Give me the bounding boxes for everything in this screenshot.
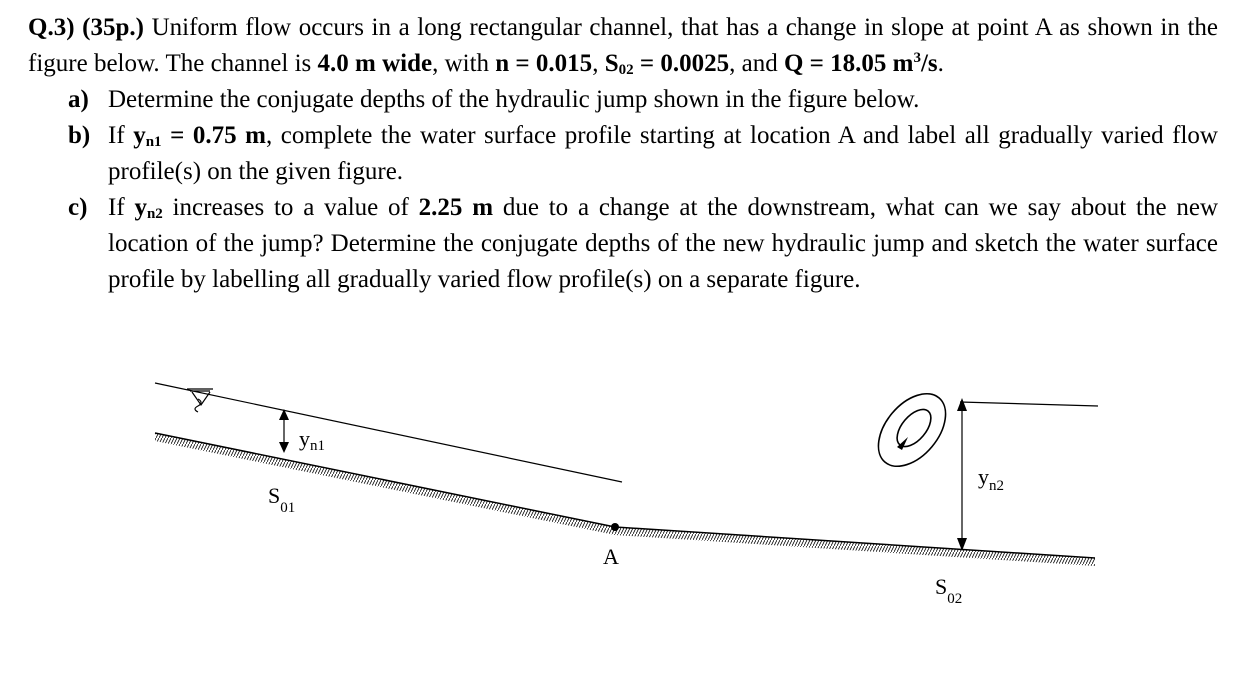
part-c-text-2: increases to a value of — [162, 194, 419, 221]
yn2-arrow — [957, 398, 967, 551]
discharge-q: Q = 18.05 $m^3/s$ — [783, 50, 938, 77]
part-a-label: a) — [68, 86, 89, 113]
part-c-yn2: $y_{n2}$ — [134, 194, 163, 222]
question-number: Q.3) — [28, 14, 75, 41]
channel-width: 4.0 m wide — [317, 50, 433, 77]
intro-text-2: , with — [432, 50, 496, 77]
part-b-yn1: $y_{n1} = 0.75$ m — [133, 122, 266, 150]
slope-s02: $S_{02} = 0.0025$ — [604, 50, 730, 78]
point-a-marker — [611, 523, 619, 531]
point-a-label: A — [603, 544, 619, 569]
part-c-text-1: If — [108, 194, 135, 221]
intro-text-1: Uniform flow occurs in a long rectangular channel, that has a change in slope at point A as shown in the figure below. The channel is — [28, 14, 1218, 77]
part-b-text-1: If — [108, 122, 134, 149]
upstream-water-surface — [155, 383, 622, 482]
part-c-label: c) — [68, 194, 88, 221]
downstream-water-surface — [960, 402, 1098, 406]
intro-text-4: , and — [729, 50, 784, 77]
yn1-arrow — [279, 409, 289, 453]
part-b-text-2: , complete the water surface profile starting at location A and label all gradually varied flow profile(s) on the given figure. — [108, 122, 1218, 185]
channel-bed — [155, 433, 1095, 558]
intro-text-3: , — [592, 50, 605, 77]
part-c-value: 2.25 m — [418, 194, 494, 221]
yn1-label: yn1 — [299, 426, 325, 454]
part-c-text-3: due to a change at the downstream, what can we say about the new location of the jump? Determine the conjugate depths of the new hydraulic jump and sketch the water surface profile by labelling all gradually varied flow profile(s) on a separate figure. — [108, 194, 1219, 293]
s01-label: $S_{01}$ — [268, 483, 296, 516]
manning-n: n = 0.015 — [495, 50, 593, 77]
hydraulic-jump-roller-icon — [865, 381, 959, 479]
bed-hatching — [155, 433, 1095, 566]
yn2-label: $y_{n2}$ — [978, 464, 1004, 494]
s02-label: $S_{02}$ — [935, 574, 963, 607]
part-b-label: b) — [68, 122, 91, 149]
part-a-text: Determine the conjugate depths of the hydraulic jump shown in the figure below. — [108, 86, 920, 113]
intro-text-5: . — [937, 50, 944, 77]
question-points: (35p.) — [82, 14, 144, 41]
